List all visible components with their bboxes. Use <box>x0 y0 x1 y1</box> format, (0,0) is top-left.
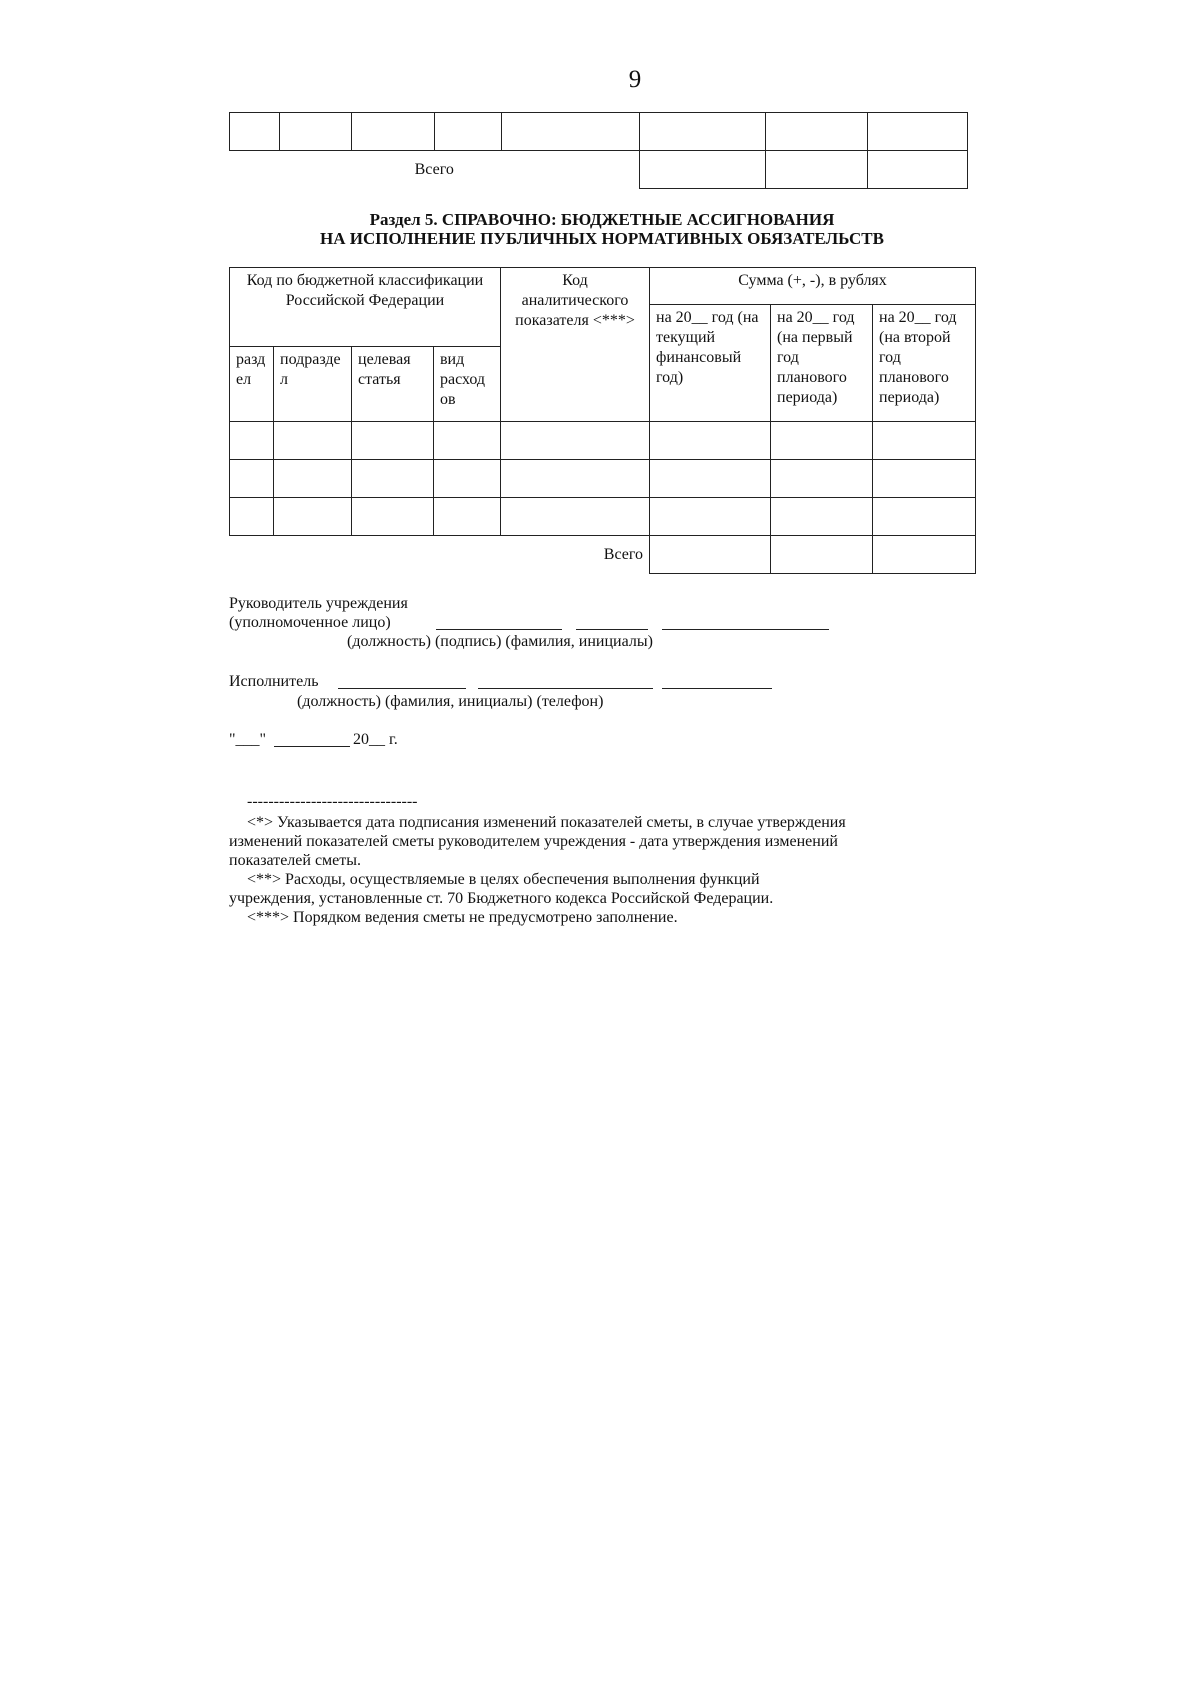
table-cell <box>352 460 434 498</box>
previous-section-table <box>229 112 968 189</box>
table-cell <box>766 113 868 151</box>
executor-position-line <box>338 688 466 689</box>
year3-header: на 20__ год (на второй год планового периода) <box>873 305 976 422</box>
footnotes <box>229 792 849 927</box>
table-cell <box>501 460 650 498</box>
table-cell <box>873 536 976 574</box>
table-cell <box>650 460 771 498</box>
executor-captions: (должность) (фамилия, инициалы) (телефон) <box>297 693 604 710</box>
table-cell <box>501 422 650 460</box>
table-cell <box>434 422 501 460</box>
table-cell <box>650 422 771 460</box>
vid-header: вид расход ов <box>434 347 501 422</box>
section5-table <box>229 267 976 574</box>
table-cell <box>501 498 650 536</box>
table-cell <box>230 113 280 151</box>
total-label: Всего <box>603 545 644 563</box>
kbk-header: Код по бюджетной классификации Российской Федерации <box>230 268 501 347</box>
executor-name-line <box>478 688 653 689</box>
celevaya-header: целевая статья <box>352 347 434 422</box>
head-label-line1: Руководитель учреждения <box>229 595 408 612</box>
table-cell <box>868 151 968 189</box>
table-cell <box>650 498 771 536</box>
razdel-header: разд ел <box>230 347 274 422</box>
section-title-line1: Раздел 5. СПРАВОЧНО: БЮДЖЕТНЫЕ АССИГНОВАНИЯ <box>369 210 835 229</box>
table-cell <box>435 113 502 151</box>
head-captions: (должность) (подпись) (фамилия, инициалы) <box>347 633 653 650</box>
table-cell <box>873 460 976 498</box>
table-cell <box>352 113 435 151</box>
analytic-code-header: Код аналитического показателя <***> <box>501 268 650 422</box>
table-cell <box>434 498 501 536</box>
table-cell <box>230 498 274 536</box>
table-cell <box>352 422 434 460</box>
footnote-3: <***> Порядком ведения сметы не предусмотрено заполнение. <box>247 909 678 926</box>
table-cell <box>502 113 640 151</box>
date-year: 20__ г. <box>353 731 398 748</box>
date-day: "___" <box>229 731 267 748</box>
year2-header: на 20__ год (на первый год планового периода) <box>771 305 873 422</box>
table-row <box>230 422 976 460</box>
sum-header: Сумма (+, -), в рублях <box>650 268 976 305</box>
table-row <box>230 498 976 536</box>
total-label: Всего <box>230 151 640 189</box>
footnote-separator: -------------------------------- <box>247 793 418 810</box>
executor-phone-line <box>662 688 772 689</box>
name-signature-line <box>662 629 829 630</box>
table-cell <box>280 113 352 151</box>
table-row <box>230 113 968 151</box>
table-cell <box>868 113 968 151</box>
date-month-line <box>274 746 350 747</box>
table-cell <box>230 422 274 460</box>
footnote-2: <**> Расходы, осуществляемые в целях обеспечения выполнения функций учреждения, установленные ст. 70 Бюджетного кодекса Российской Федерации. <box>229 871 774 907</box>
table-cell <box>771 460 873 498</box>
table-cell <box>274 422 352 460</box>
header-row <box>230 268 976 305</box>
table-cell <box>640 113 766 151</box>
table-cell <box>873 498 976 536</box>
table-cell <box>274 498 352 536</box>
table-cell <box>650 536 771 574</box>
footnote-1: <*> Указывается дата подписания изменений показателей сметы, в случае утверждения изменений показателей сметы руководителем учреждения - дата утверждения изменений показателей сметы. <box>229 814 846 869</box>
head-label-line2: (уполномоченное лицо) <box>229 614 391 631</box>
year1-header: на 20__ год (на текущий финансовый год) <box>650 305 771 422</box>
total-row <box>230 151 968 189</box>
section-title-line2: НА ИСПОЛНЕНИЕ ПУБЛИЧНЫХ НОРМАТИВНЫХ ОБЯЗАТЕЛЬСТВ <box>320 229 884 248</box>
position-signature-line <box>436 629 562 630</box>
table-cell <box>274 460 352 498</box>
page-number: 9 <box>628 66 642 93</box>
signature-line <box>576 629 648 630</box>
table-cell <box>434 460 501 498</box>
table-cell <box>771 422 873 460</box>
section-title <box>229 210 975 248</box>
executor-label: Исполнитель <box>229 673 319 690</box>
table-cell <box>766 151 868 189</box>
total-row <box>230 536 976 574</box>
table-cell <box>230 460 274 498</box>
podrazdel-header: подразде л <box>274 347 352 422</box>
table-cell <box>352 498 434 536</box>
table-row <box>230 460 976 498</box>
table-cell <box>640 151 766 189</box>
table-cell <box>873 422 976 460</box>
table-cell <box>771 498 873 536</box>
table-cell <box>771 536 873 574</box>
